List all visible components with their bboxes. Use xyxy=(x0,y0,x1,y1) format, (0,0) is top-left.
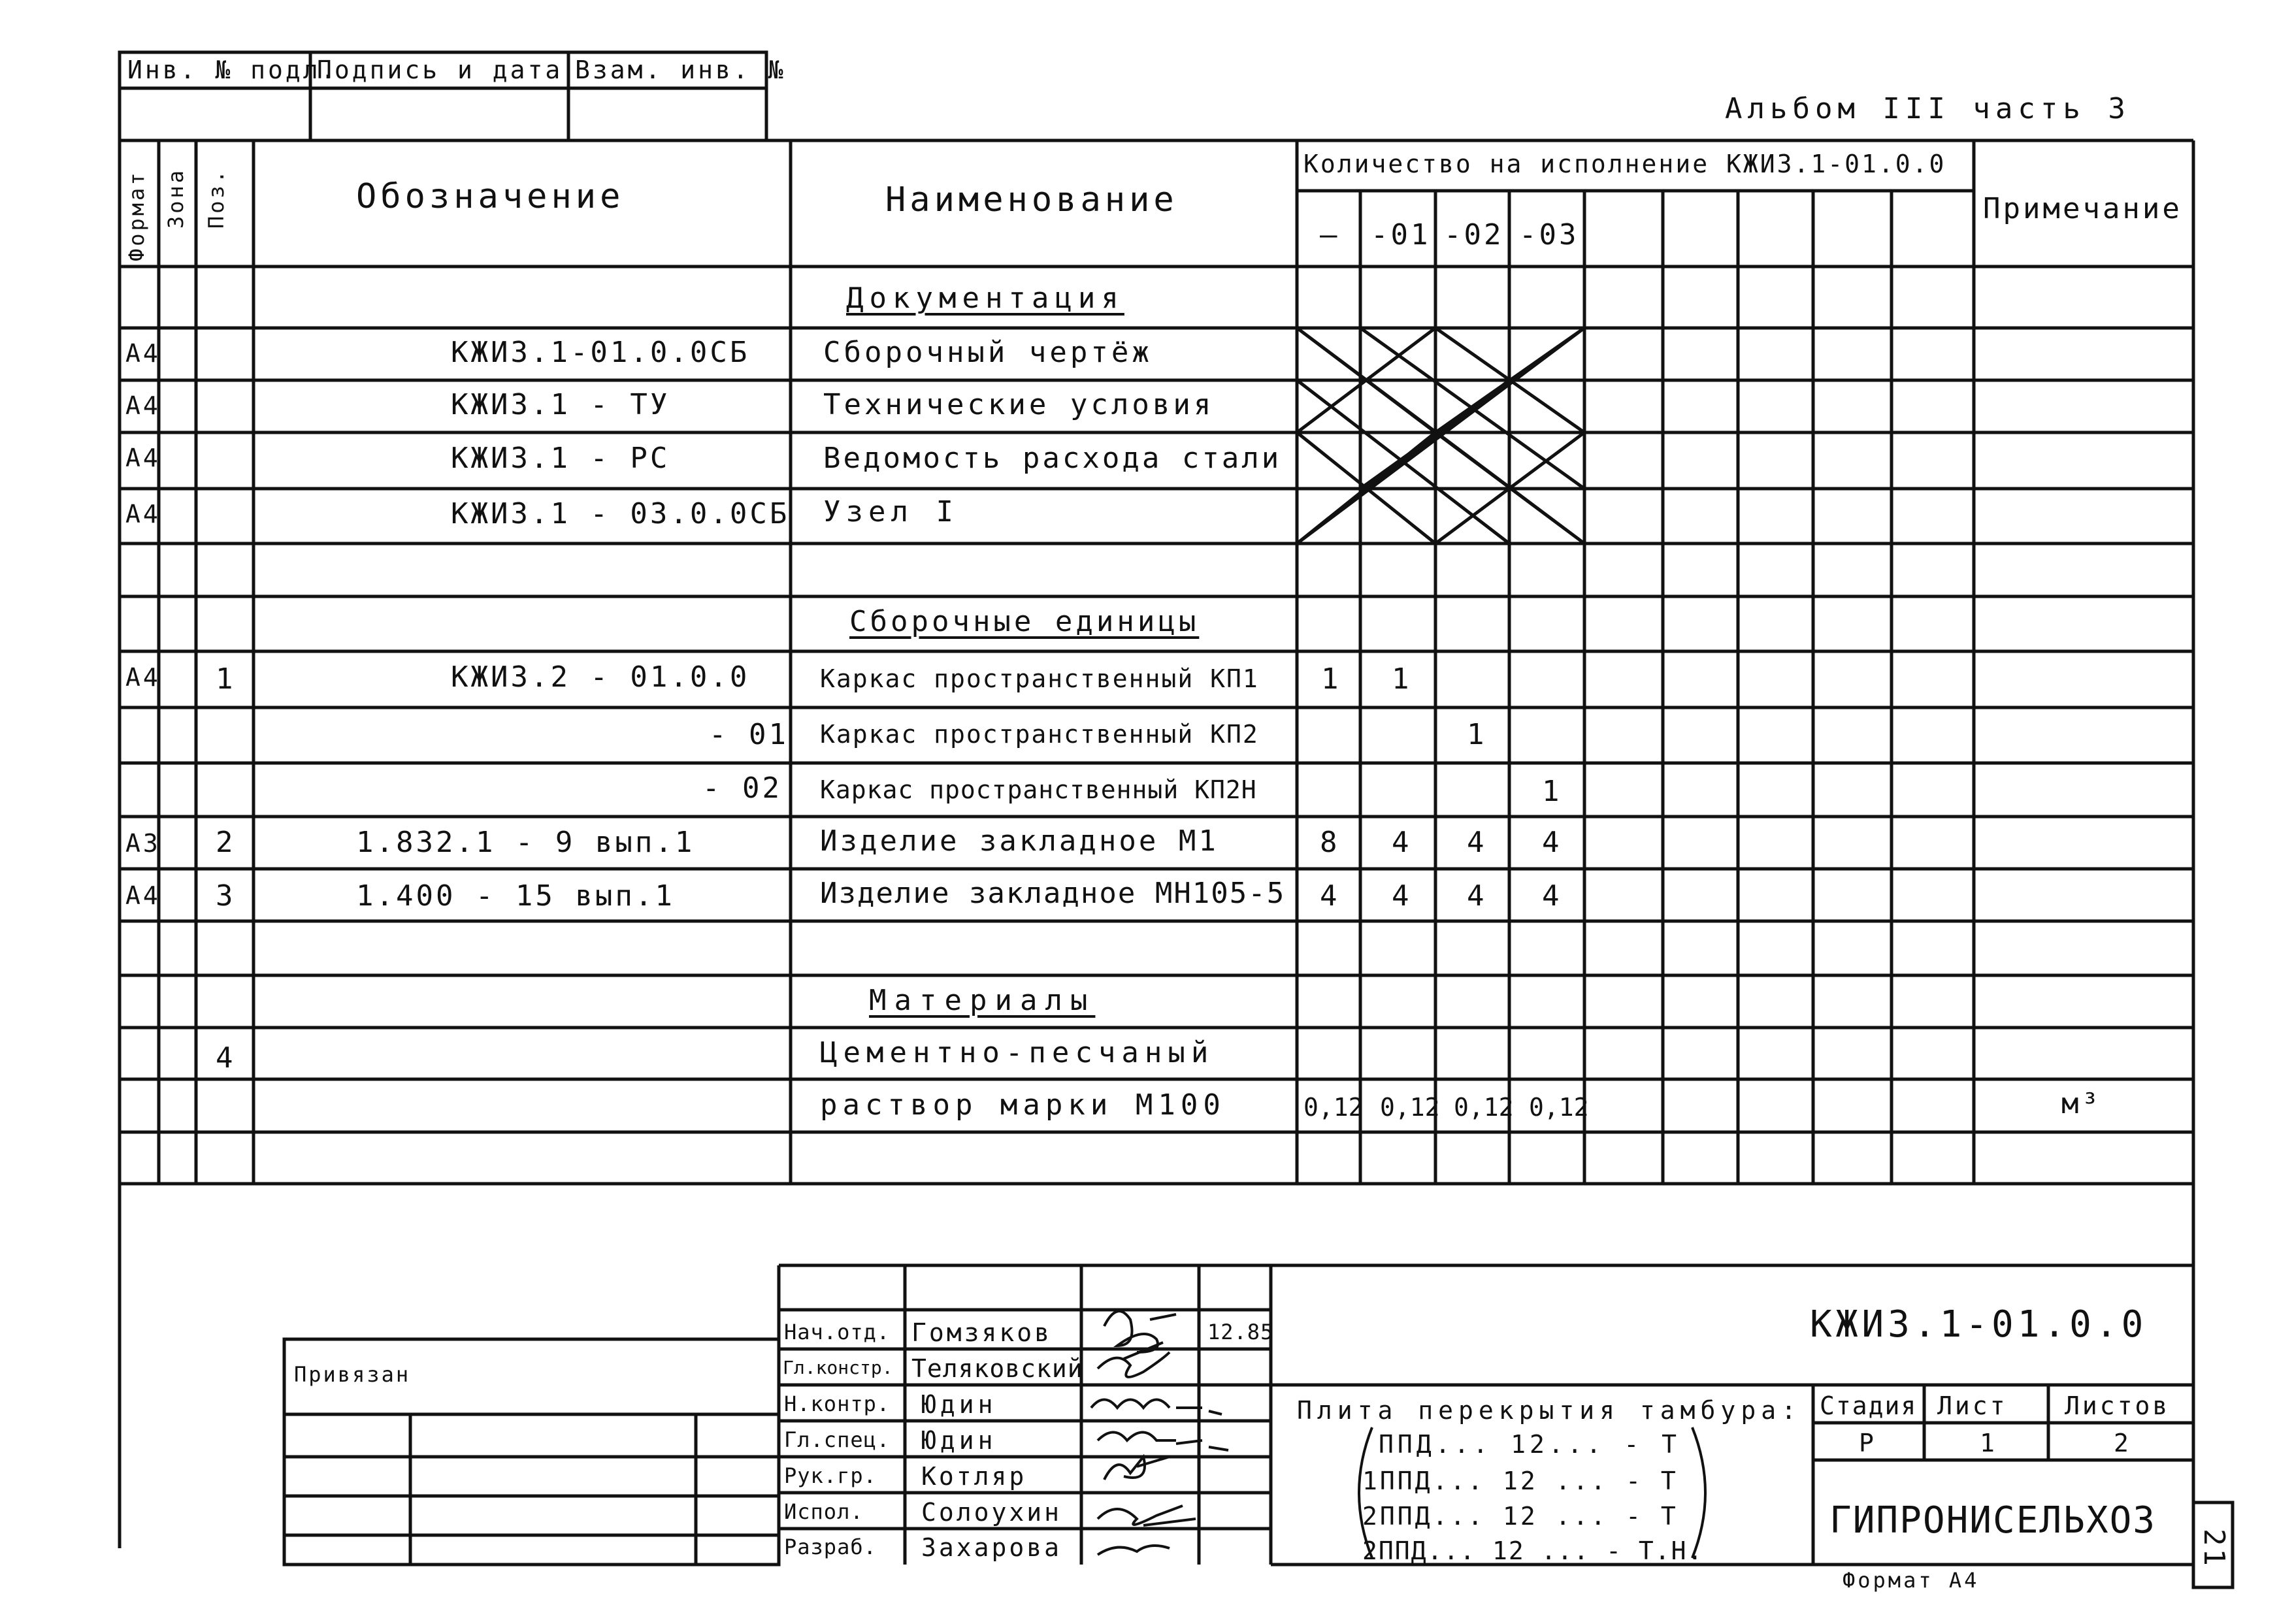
signer-role: Испол. xyxy=(784,1499,864,1524)
row-qty: 4 xyxy=(1320,879,1340,913)
variant-03-header: -03 xyxy=(1519,218,1579,252)
row-format: А4 xyxy=(125,391,161,420)
title-line: ППД... 12... - Т xyxy=(1379,1430,1681,1459)
title-line: 2ППД... 12 ... - Т.Н. xyxy=(1362,1536,1704,1565)
row-qty: 4 xyxy=(1392,826,1412,859)
row-name: Изделие закладное МН105-5 xyxy=(820,877,1286,910)
signer-role: Гл.констр. xyxy=(783,1357,893,1378)
signer-role: Нач.отд. xyxy=(784,1320,891,1344)
signer-role: Гл.спец. xyxy=(784,1427,891,1452)
row-position: 3 xyxy=(216,879,236,913)
row-format: А4 xyxy=(125,663,161,692)
title-line: 1ППД... 12 ... - Т xyxy=(1362,1467,1679,1495)
row-designation: КЖИ3.1 - 03.0.0СБ xyxy=(451,497,790,530)
row-qty: 1 xyxy=(1467,718,1487,751)
signer-name: Юдин xyxy=(921,1390,997,1419)
stamp-inv-label: Инв. № подл. xyxy=(127,56,338,84)
pos-col-header: Поз. xyxy=(204,167,229,229)
row-qty: 1 xyxy=(1542,775,1562,808)
row-qty: 4 xyxy=(1542,879,1562,913)
row-designation: КЖИ3.1 - ТУ xyxy=(451,388,670,421)
format-col-header: Формат xyxy=(124,170,149,261)
row-qty: 4 xyxy=(1467,879,1487,913)
row-designation: КЖИ3.1-01.0.0СБ xyxy=(451,336,750,369)
row-designation: КЖИ3.2 - 01.0.0 xyxy=(451,660,750,694)
signer-name: Теляковский xyxy=(911,1354,1083,1383)
row-name: Узел I xyxy=(823,495,959,528)
variant-02-header: -02 xyxy=(1444,218,1504,252)
row-qty: 0,12 xyxy=(1529,1093,1589,1122)
variant-01-header: -01 xyxy=(1371,218,1431,252)
organization: ГИПРОНИСЕЛЬХОЗ xyxy=(1829,1499,2157,1542)
section-assembly-units: Сборочные единицы xyxy=(849,605,1200,638)
note-col-header: Примечание xyxy=(1983,192,2182,225)
row-qty: 1 xyxy=(1392,662,1412,696)
row-qty: 0,12 xyxy=(1380,1093,1440,1122)
row-name: Каркас пространственный КП2Н xyxy=(820,775,1257,804)
row-format: А3 xyxy=(125,829,161,858)
row-designation: КЖИ3.1 - РС xyxy=(451,442,670,475)
row-name: раствор марки М100 xyxy=(820,1088,1226,1122)
row-position: 4 xyxy=(216,1041,236,1075)
signer-name: Гомзяков xyxy=(911,1318,1053,1347)
row-name: Ведомость расхода стали xyxy=(823,442,1282,475)
signer-name: Котляр xyxy=(921,1462,1027,1491)
row-qty: 4 xyxy=(1542,826,1562,859)
stamp-signature-label: Подпись и дата xyxy=(317,56,563,84)
page-number: 21 xyxy=(2197,1529,2231,1568)
privyazan-label: Привязан xyxy=(294,1362,411,1387)
sheet-label: Лист xyxy=(1937,1391,2008,1420)
title-line: 2ППД... 12 ... - Т xyxy=(1362,1502,1679,1531)
row-qty: 0,12 xyxy=(1303,1093,1364,1122)
signer-role: Разраб. xyxy=(784,1535,877,1559)
row-qty: 4 xyxy=(1392,879,1412,913)
row-designation: - 02 xyxy=(702,771,782,805)
variant-base-header: — xyxy=(1320,218,1340,252)
signer-name: Юдин xyxy=(921,1426,997,1455)
signer-name: Солоухин xyxy=(921,1498,1062,1527)
format-label: Формат А4 xyxy=(1843,1568,1980,1593)
row-qty: 0,12 xyxy=(1454,1093,1514,1122)
signer-date: 12.85 xyxy=(1207,1320,1274,1344)
row-name: Каркас пространственный КП2 xyxy=(820,720,1259,749)
row-designation: 1.832.1 - 9 вып.1 xyxy=(356,826,695,859)
album-label: Альбом III часть 3 xyxy=(1725,92,2131,125)
row-format: А4 xyxy=(125,444,161,472)
stage-value: Р xyxy=(1859,1429,1876,1457)
designation-col-header: Обозначение xyxy=(356,177,625,216)
row-note: м³ xyxy=(2061,1087,2101,1120)
row-qty: 4 xyxy=(1467,826,1487,859)
section-materials: Материалы xyxy=(869,984,1096,1017)
signer-role: Н.контр. xyxy=(784,1391,891,1416)
sheets-value: 2 xyxy=(2114,1429,2131,1457)
row-format: А4 xyxy=(125,339,161,368)
section-documentation: Документация xyxy=(846,282,1124,315)
name-col-header: Наименование xyxy=(885,180,1178,219)
row-name: Сборочный чертёж xyxy=(823,336,1153,369)
zone-col-header: Зона xyxy=(163,167,188,229)
row-format: А4 xyxy=(125,500,161,528)
row-position: 1 xyxy=(216,662,236,696)
doc-code: КЖИ3.1-01.0.0 xyxy=(1810,1303,2148,1346)
signer-role: Рук.гр. xyxy=(784,1463,877,1488)
stage-label: Стадия xyxy=(1820,1391,1918,1420)
sheet-value: 1 xyxy=(1980,1429,1997,1457)
title-line: Плита перекрытия тамбура: xyxy=(1297,1396,1801,1425)
row-format: А4 xyxy=(125,881,161,910)
signer-name: Захарова xyxy=(921,1533,1062,1562)
row-name: Технические условия xyxy=(823,388,1215,421)
row-designation: - 01 xyxy=(709,718,789,751)
row-name: Изделие закладное М1 xyxy=(820,824,1219,858)
stamp-replace-label: Взам. инв. № xyxy=(575,56,786,84)
quantity-col-header: Количество на исполнение КЖИ3.1-01.0.0 xyxy=(1303,150,1946,178)
row-name: Каркас пространственный КП1 xyxy=(820,664,1259,693)
row-qty: 8 xyxy=(1320,826,1340,859)
row-name: Цементно-песчаный xyxy=(820,1036,1215,1069)
row-designation: 1.400 - 15 вып.1 xyxy=(356,879,675,913)
sheets-label: Листов xyxy=(2065,1391,2171,1420)
row-position: 2 xyxy=(216,826,236,859)
row-qty: 1 xyxy=(1321,662,1341,696)
